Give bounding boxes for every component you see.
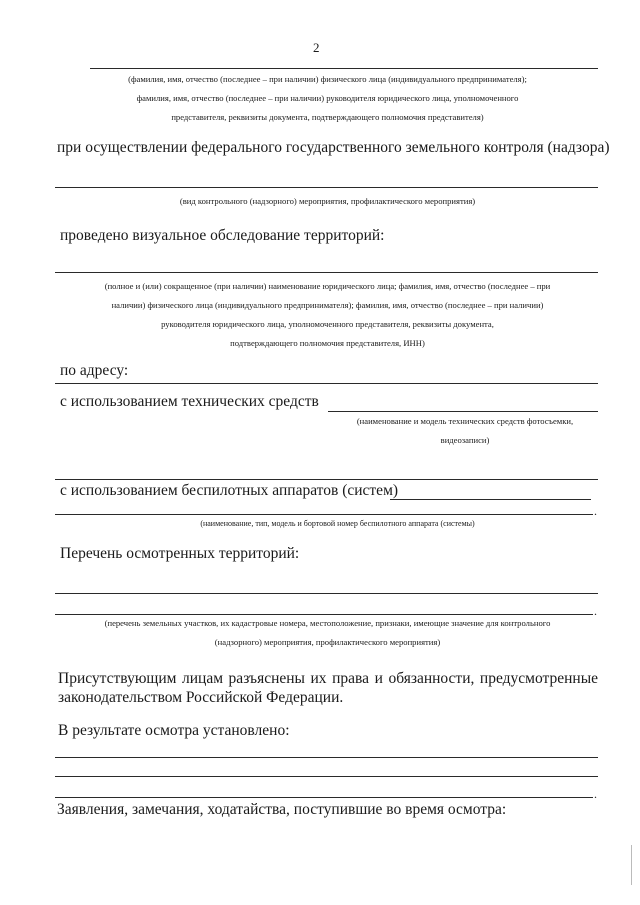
hint-territories-1: (перечень земельных участков, их кадастровые номера, местоположение, признаки, имеющие значение для контрольного <box>104 618 551 628</box>
result-line-1 <box>55 757 598 758</box>
territories-label: Перечень осмотренных территорий: <box>60 545 300 562</box>
hint-drone: (наименование, тип, модель и бортовой номер беспилотного аппарата (системы) <box>200 519 475 528</box>
drone-line-dot: . <box>594 504 597 518</box>
event-type-line <box>55 187 598 188</box>
rights-text-2: законодательством Российской Федерации. <box>58 689 344 706</box>
address-line <box>55 383 598 384</box>
survey-heading: проведено визуальное обследование территорий: <box>60 227 385 244</box>
person-line <box>90 68 598 69</box>
statements-label: Заявления, замечания, ходатайства, поступившие во время осмотра: <box>57 801 507 818</box>
page-number: 2 <box>313 40 320 55</box>
result-label: В результате осмотра установлено: <box>58 722 290 739</box>
result-line-dot: . <box>594 787 597 801</box>
hint-tech-2: видеозаписи) <box>440 435 490 445</box>
subject-line <box>55 272 598 273</box>
result-line-3 <box>55 797 593 798</box>
result-line-2 <box>55 776 598 777</box>
hint-subject-2: наличии) физического лица (индивидуального предпринимателя); фамилия, имя, отчество (последнее – при наличии) <box>111 300 544 310</box>
hint-subject-4: подтверждающего полномочия представителя, ИНН) <box>230 338 425 348</box>
tech-label: с использованием технических средств <box>60 393 319 410</box>
territories-line-dot: . <box>594 604 597 618</box>
hint-subject-1: (полное и (или) сокращенное (при наличии) наименование юридического лица; фамилия, имя, отчество (последнее – при <box>104 281 551 291</box>
drone-line <box>390 499 591 500</box>
rights-text-1: Присутствующим лицам разъяснены их права и обязанности, предусмотренные <box>58 670 598 687</box>
hint-tech-1: (наименование и модель технических средств фотосъемки, <box>356 416 574 426</box>
hint-person-3: представителя, реквизиты документа, подтверждающего полномочия представителя) <box>171 112 484 122</box>
tech-line-2 <box>55 479 598 480</box>
scan-edge <box>631 845 632 885</box>
hint-subject-3: руководителя юридического лица, уполномоченного представителя, реквизиты документа, <box>161 319 494 329</box>
drone-label: с использованием беспилотных аппаратов (систем) <box>60 482 399 499</box>
territories-line-1 <box>55 593 598 594</box>
hint-event-type: (вид контрольного (надзорного) мероприятия, профилактического мероприятия) <box>179 196 476 206</box>
hint-person-1: (фамилия, имя, отчество (последнее – при наличии) физического лица (индивидуального предпринимателя); <box>128 74 527 84</box>
control-heading: при осуществлении федерального государственного земельного контроля (надзора) <box>57 139 610 156</box>
hint-territories-2: (надзорного) мероприятия, профилактического мероприятия) <box>214 637 441 647</box>
hint-person-2: фамилия, имя, отчество (последнее – при наличии) руководителя юридического лица, уполномоченного <box>136 93 519 103</box>
address-label: по адресу: <box>60 362 129 379</box>
